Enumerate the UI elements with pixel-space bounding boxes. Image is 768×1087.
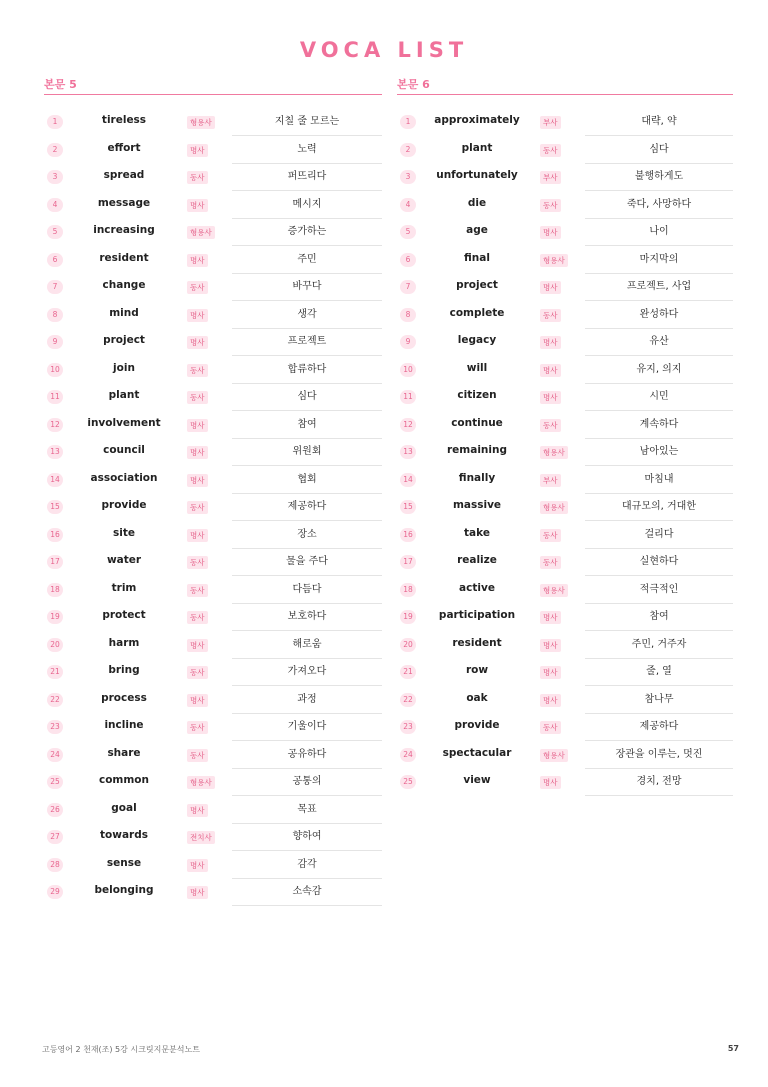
- vocab-word: plant: [461, 141, 493, 154]
- vocab-meaning: 적극적인: [585, 576, 733, 604]
- vocab-number-badge: 8: [47, 308, 63, 322]
- vocab-meaning: 경치, 전망: [585, 768, 733, 796]
- vocab-word: spread: [103, 169, 145, 181]
- vocab-row: [397, 521, 733, 549]
- part-of-speech-badge: 동사: [187, 556, 208, 569]
- vocab-word: bring: [108, 664, 140, 676]
- part-of-speech-badge: 명사: [187, 859, 208, 872]
- vocab-row: [44, 548, 382, 576]
- vocab-row: [397, 493, 733, 521]
- vocab-word: finally: [458, 471, 496, 484]
- vocab-meaning: 주민: [232, 246, 382, 274]
- vocab-row: [44, 713, 382, 741]
- part-of-speech-badge: 동사: [540, 309, 561, 322]
- part-of-speech-badge: 명사: [187, 529, 208, 542]
- part-of-speech-badge: 형용사: [540, 749, 568, 762]
- vocab-meaning: 유지, 의지: [585, 356, 733, 384]
- vocab-word: spectacular: [442, 746, 512, 759]
- vocab-meaning: 유산: [585, 328, 733, 356]
- part-of-speech-badge: 명사: [187, 886, 208, 899]
- vocab-word: citizen: [457, 389, 497, 401]
- vocab-word: take: [464, 526, 490, 539]
- vocab-row: [397, 603, 733, 631]
- vocab-row: [44, 741, 382, 769]
- vocab-number-badge: 6: [47, 253, 63, 267]
- vocab-meaning: 목표: [232, 796, 382, 824]
- vocab-word: age: [466, 224, 488, 236]
- vocab-row: [397, 741, 733, 769]
- part-of-speech-badge: 형용사: [187, 226, 215, 239]
- vocab-number-badge: 17: [400, 555, 416, 569]
- vocab-row: [397, 658, 733, 686]
- vocab-row: [397, 466, 733, 494]
- part-of-speech-badge: 형용사: [187, 776, 215, 789]
- part-of-speech-badge: 명사: [187, 144, 208, 157]
- vocab-number-badge: 9: [400, 335, 416, 349]
- section-text-6: [397, 76, 733, 796]
- vocab-word: approximately: [434, 114, 520, 126]
- vocab-meaning: 계속하다: [585, 411, 733, 439]
- vocab-word: common: [98, 774, 149, 786]
- vocab-number-badge: 13: [400, 445, 416, 459]
- vocab-row: [44, 466, 382, 494]
- vocab-number-badge: 18: [47, 583, 63, 597]
- vocab-word: site: [113, 526, 135, 539]
- part-of-speech-badge: 명사: [540, 666, 561, 679]
- part-of-speech-badge: 형용사: [540, 501, 568, 514]
- vocab-meaning: 생각: [232, 301, 382, 329]
- part-of-speech-badge: 동사: [540, 199, 561, 212]
- part-of-speech-badge: 부사: [540, 171, 561, 184]
- part-of-speech-badge: 명사: [540, 336, 561, 349]
- vocab-row: [397, 273, 733, 301]
- part-of-speech-badge: 명사: [187, 446, 208, 459]
- vocab-number-badge: 28: [47, 858, 63, 872]
- vocab-row: [44, 356, 382, 384]
- vocab-number-badge: 2: [47, 143, 63, 157]
- vocab-meaning: 프로젝트: [232, 328, 382, 356]
- vocab-row: [44, 108, 382, 136]
- vocab-row: [44, 191, 382, 219]
- vocab-number-badge: 22: [47, 693, 63, 707]
- vocab-meaning: 남아있는: [585, 438, 733, 466]
- vocab-word: view: [463, 774, 491, 786]
- vocab-meaning: 메시지: [232, 191, 382, 219]
- vocab-word: mind: [109, 306, 139, 319]
- vocab-number-badge: 7: [47, 280, 63, 294]
- vocab-word: effort: [107, 141, 141, 154]
- vocab-row: [44, 878, 382, 906]
- vocab-word: process: [101, 691, 147, 704]
- vocab-number-badge: 8: [400, 308, 416, 322]
- vocab-meaning: 대규모의, 거대한: [585, 493, 733, 521]
- vocab-meaning: 참여: [232, 411, 382, 439]
- vocab-row: [397, 768, 733, 796]
- vocab-number-badge: 15: [47, 500, 63, 514]
- part-of-speech-badge: 부사: [540, 116, 561, 129]
- vocab-number-badge: 19: [47, 610, 63, 624]
- part-of-speech-badge: 명사: [187, 309, 208, 322]
- vocab-number-badge: 27: [47, 830, 63, 844]
- vocab-row: [44, 823, 382, 851]
- vocab-word: participation: [438, 609, 516, 621]
- vocab-number-badge: 6: [400, 253, 416, 267]
- vocab-row: [44, 576, 382, 604]
- vocab-number-badge: 14: [47, 473, 63, 487]
- vocab-row: [44, 273, 382, 301]
- vocab-meaning: 물을 주다: [232, 548, 382, 576]
- vocab-word: water: [106, 554, 142, 566]
- vocab-meaning: 심다: [232, 383, 382, 411]
- part-of-speech-badge: 동사: [187, 749, 208, 762]
- vocab-number-badge: 25: [400, 775, 416, 789]
- vocab-number-badge: 24: [400, 748, 416, 762]
- vocab-meaning: 퍼뜨리다: [232, 163, 382, 191]
- vocab-number-badge: 20: [400, 638, 416, 652]
- vocab-word: harm: [108, 636, 140, 649]
- vocab-word: project: [456, 279, 498, 291]
- part-of-speech-badge: 동사: [187, 611, 208, 624]
- vocab-number-badge: 12: [47, 418, 63, 432]
- part-of-speech-badge: 명사: [187, 419, 208, 432]
- vocab-number-badge: 10: [47, 363, 63, 377]
- part-of-speech-badge: 동사: [540, 556, 561, 569]
- vocab-number-badge: 10: [400, 363, 416, 377]
- part-of-speech-badge: 동사: [187, 721, 208, 734]
- vocab-word: massive: [452, 499, 502, 511]
- vocab-word: involvement: [87, 416, 161, 429]
- vocab-word: unfortunately: [436, 169, 518, 181]
- vocab-row: [44, 411, 382, 439]
- vocab-meaning: 완성하다: [585, 301, 733, 329]
- page-number: 57: [727, 1044, 739, 1053]
- vocab-row: [397, 686, 733, 714]
- vocab-word: join: [113, 361, 135, 374]
- vocab-word: incline: [104, 719, 144, 731]
- vocab-word: message: [97, 196, 151, 209]
- vocab-meaning: 나이: [585, 218, 733, 246]
- part-of-speech-badge: 명사: [540, 364, 561, 377]
- part-of-speech-badge: 동사: [187, 364, 208, 377]
- vocab-row: [397, 383, 733, 411]
- vocab-number-badge: 1: [47, 115, 63, 129]
- vocab-row: [44, 796, 382, 824]
- vocab-row: [44, 658, 382, 686]
- vocab-row: [44, 521, 382, 549]
- vocab-meaning: 협회: [232, 466, 382, 494]
- vocab-meaning: 다듬다: [232, 576, 382, 604]
- vocab-meaning: 걸리다: [585, 521, 733, 549]
- vocab-number-badge: 29: [47, 885, 63, 899]
- vocab-row: [44, 136, 382, 164]
- vocab-number-badge: 20: [47, 638, 63, 652]
- vocab-word: belonging: [94, 884, 154, 896]
- vocab-meaning: 대략, 약: [585, 108, 733, 136]
- vocab-word: active: [459, 581, 495, 594]
- vocab-number-badge: 18: [400, 583, 416, 597]
- vocab-row: [44, 163, 382, 191]
- vocab-word: association: [90, 471, 158, 484]
- part-of-speech-badge: 동사: [540, 144, 561, 157]
- vocab-meaning: 바꾸다: [232, 273, 382, 301]
- vocab-row: [44, 218, 382, 246]
- vocab-word: goal: [111, 801, 137, 814]
- vocab-meaning: 보호하다: [232, 603, 382, 631]
- vocab-number-badge: 1: [400, 115, 416, 129]
- vocab-meaning: 제공하다: [585, 713, 733, 741]
- vocab-number-badge: 26: [47, 803, 63, 817]
- vocab-number-badge: 3: [47, 170, 63, 184]
- vocab-row: [397, 576, 733, 604]
- vocab-meaning: 죽다, 사망하다: [585, 191, 733, 219]
- vocab-word: final: [464, 251, 490, 264]
- page-title: VOCA LIST: [299, 38, 469, 62]
- vocab-meaning: 주민, 거주자: [585, 631, 733, 659]
- vocab-row: [44, 383, 382, 411]
- vocab-number-badge: 16: [400, 528, 416, 542]
- vocab-row: [44, 603, 382, 631]
- vocab-meaning: 줄, 열: [585, 658, 733, 686]
- vocab-meaning: 마침내: [585, 466, 733, 494]
- vocab-row: [397, 191, 733, 219]
- vocab-number-badge: 17: [47, 555, 63, 569]
- vocab-word: protect: [102, 609, 146, 621]
- vocab-meaning: 위원회: [232, 438, 382, 466]
- vocab-meaning: 마지막의: [585, 246, 733, 274]
- vocab-row: [44, 328, 382, 356]
- vocab-number-badge: 11: [47, 390, 63, 404]
- part-of-speech-badge: 명사: [187, 474, 208, 487]
- part-of-speech-badge: 동사: [187, 171, 208, 184]
- vocab-meaning: 프로젝트, 사업: [585, 273, 733, 301]
- vocab-meaning: 합류하다: [232, 356, 382, 384]
- vocab-word: complete: [449, 306, 505, 319]
- part-of-speech-badge: 동사: [187, 281, 208, 294]
- part-of-speech-badge: 명사: [540, 391, 561, 404]
- vocab-number-badge: 14: [400, 473, 416, 487]
- vocab-word: realize: [457, 554, 497, 566]
- vocab-number-badge: 4: [400, 198, 416, 212]
- vocab-number-badge: 23: [47, 720, 63, 734]
- vocab-meaning: 심다: [585, 136, 733, 164]
- vocab-row: [397, 713, 733, 741]
- section-heading: 본문 6: [397, 76, 733, 95]
- vocab-number-badge: 4: [47, 198, 63, 212]
- vocab-meaning: 기울이다: [232, 713, 382, 741]
- vocab-meaning: 공통의: [232, 768, 382, 796]
- vocab-row: [397, 136, 733, 164]
- vocab-meaning: 감각: [232, 851, 382, 879]
- vocab-word: change: [102, 279, 146, 291]
- vocab-meaning: 향하여: [232, 823, 382, 851]
- part-of-speech-badge: 명사: [540, 639, 561, 652]
- vocab-meaning: 장소: [232, 521, 382, 549]
- vocab-number-badge: 3: [400, 170, 416, 184]
- vocab-list: [397, 108, 733, 796]
- vocab-number-badge: 12: [400, 418, 416, 432]
- vocab-number-badge: 7: [400, 280, 416, 294]
- part-of-speech-badge: 명사: [540, 226, 561, 239]
- vocab-number-badge: 5: [400, 225, 416, 239]
- part-of-speech-badge: 명사: [540, 611, 561, 624]
- vocab-number-badge: 21: [400, 665, 416, 679]
- vocab-row: [44, 686, 382, 714]
- part-of-speech-badge: 부사: [540, 474, 561, 487]
- part-of-speech-badge: 형용사: [540, 584, 568, 597]
- vocab-word: provide: [101, 499, 147, 511]
- vocab-number-badge: 15: [400, 500, 416, 514]
- part-of-speech-badge: 동사: [540, 721, 561, 734]
- vocab-meaning: 장관을 이루는, 멋진: [585, 741, 733, 769]
- part-of-speech-badge: 명사: [187, 254, 208, 267]
- vocab-word: resident: [99, 251, 149, 264]
- vocab-word: remaining: [447, 444, 507, 456]
- part-of-speech-badge: 동사: [187, 584, 208, 597]
- part-of-speech-badge: 동사: [187, 666, 208, 679]
- vocab-word: towards: [100, 829, 148, 841]
- vocab-number-badge: 2: [400, 143, 416, 157]
- vocab-meaning: 참나무: [585, 686, 733, 714]
- part-of-speech-badge: 전치사: [187, 831, 215, 844]
- part-of-speech-badge: 동사: [540, 529, 561, 542]
- part-of-speech-badge: 동사: [187, 391, 208, 404]
- vocab-meaning: 소속감: [232, 878, 382, 906]
- vocab-number-badge: 23: [400, 720, 416, 734]
- vocab-row: [397, 328, 733, 356]
- vocab-row: [44, 301, 382, 329]
- part-of-speech-badge: 명사: [187, 804, 208, 817]
- vocab-meaning: 제공하다: [232, 493, 382, 521]
- vocab-word: increasing: [93, 224, 155, 236]
- vocab-word: oak: [466, 691, 488, 704]
- part-of-speech-badge: 명사: [187, 639, 208, 652]
- vocab-row: [397, 631, 733, 659]
- part-of-speech-badge: 명사: [540, 694, 561, 707]
- part-of-speech-badge: 동사: [187, 501, 208, 514]
- vocab-number-badge: 9: [47, 335, 63, 349]
- vocab-word: legacy: [457, 334, 497, 346]
- vocab-meaning: 증가하는: [232, 218, 382, 246]
- part-of-speech-badge: 형용사: [540, 446, 568, 459]
- vocab-word: plant: [108, 389, 140, 401]
- vocab-number-badge: 25: [47, 775, 63, 789]
- vocab-meaning: 노력: [232, 136, 382, 164]
- part-of-speech-badge: 형용사: [187, 116, 215, 129]
- vocab-row: [44, 631, 382, 659]
- vocab-number-badge: 11: [400, 390, 416, 404]
- vocab-row: [44, 246, 382, 274]
- vocab-meaning: 불행하게도: [585, 163, 733, 191]
- vocab-row: [397, 108, 733, 136]
- vocab-word: sense: [106, 856, 142, 869]
- vocab-row: [44, 438, 382, 466]
- vocab-word: share: [107, 746, 141, 759]
- vocab-number-badge: 21: [47, 665, 63, 679]
- vocab-row: [397, 411, 733, 439]
- vocab-row: [397, 301, 733, 329]
- vocab-row: [397, 438, 733, 466]
- vocab-number-badge: 5: [47, 225, 63, 239]
- vocab-meaning: 가져오다: [232, 658, 382, 686]
- vocab-row: [397, 218, 733, 246]
- vocab-number-badge: 19: [400, 610, 416, 624]
- vocab-row: [44, 493, 382, 521]
- vocab-word: provide: [454, 719, 500, 731]
- vocab-number-badge: 22: [400, 693, 416, 707]
- vocab-meaning: 실현하다: [585, 548, 733, 576]
- vocab-number-badge: 24: [47, 748, 63, 762]
- vocab-meaning: 시민: [585, 383, 733, 411]
- vocab-row: [44, 768, 382, 796]
- vocab-meaning: 과정: [232, 686, 382, 714]
- part-of-speech-badge: 명사: [187, 199, 208, 212]
- vocab-meaning: 지칠 줄 모르는: [232, 108, 382, 136]
- vocab-meaning: 해로움: [232, 631, 382, 659]
- vocab-word: die: [467, 196, 487, 209]
- section-text-5: [44, 76, 382, 906]
- vocab-word: council: [103, 444, 145, 456]
- vocab-number-badge: 13: [47, 445, 63, 459]
- part-of-speech-badge: 명사: [540, 281, 561, 294]
- vocab-row: [397, 246, 733, 274]
- part-of-speech-badge: 명사: [187, 694, 208, 707]
- vocab-word: continue: [451, 416, 503, 429]
- vocab-word: tireless: [101, 114, 147, 126]
- vocab-list: [44, 108, 382, 906]
- vocab-word: resident: [452, 636, 502, 649]
- vocab-row: [397, 163, 733, 191]
- vocab-row: [44, 851, 382, 879]
- vocab-row: [397, 356, 733, 384]
- part-of-speech-badge: 동사: [540, 419, 561, 432]
- vocab-number-badge: 16: [47, 528, 63, 542]
- part-of-speech-badge: 명사: [187, 336, 208, 349]
- vocab-row: [397, 548, 733, 576]
- vocab-word: trim: [111, 581, 137, 594]
- footer-book-title: 고등영어 2 천재(조) 5강 시크릿지문분석노트: [42, 1045, 200, 1054]
- vocab-word: project: [103, 334, 145, 346]
- vocab-meaning: 공유하다: [232, 741, 382, 769]
- part-of-speech-badge: 형용사: [540, 254, 568, 267]
- vocab-meaning: 참여: [585, 603, 733, 631]
- vocab-word: row: [465, 664, 489, 676]
- section-heading: 본문 5: [44, 76, 382, 95]
- part-of-speech-badge: 명사: [540, 776, 561, 789]
- vocab-word: will: [466, 361, 488, 374]
